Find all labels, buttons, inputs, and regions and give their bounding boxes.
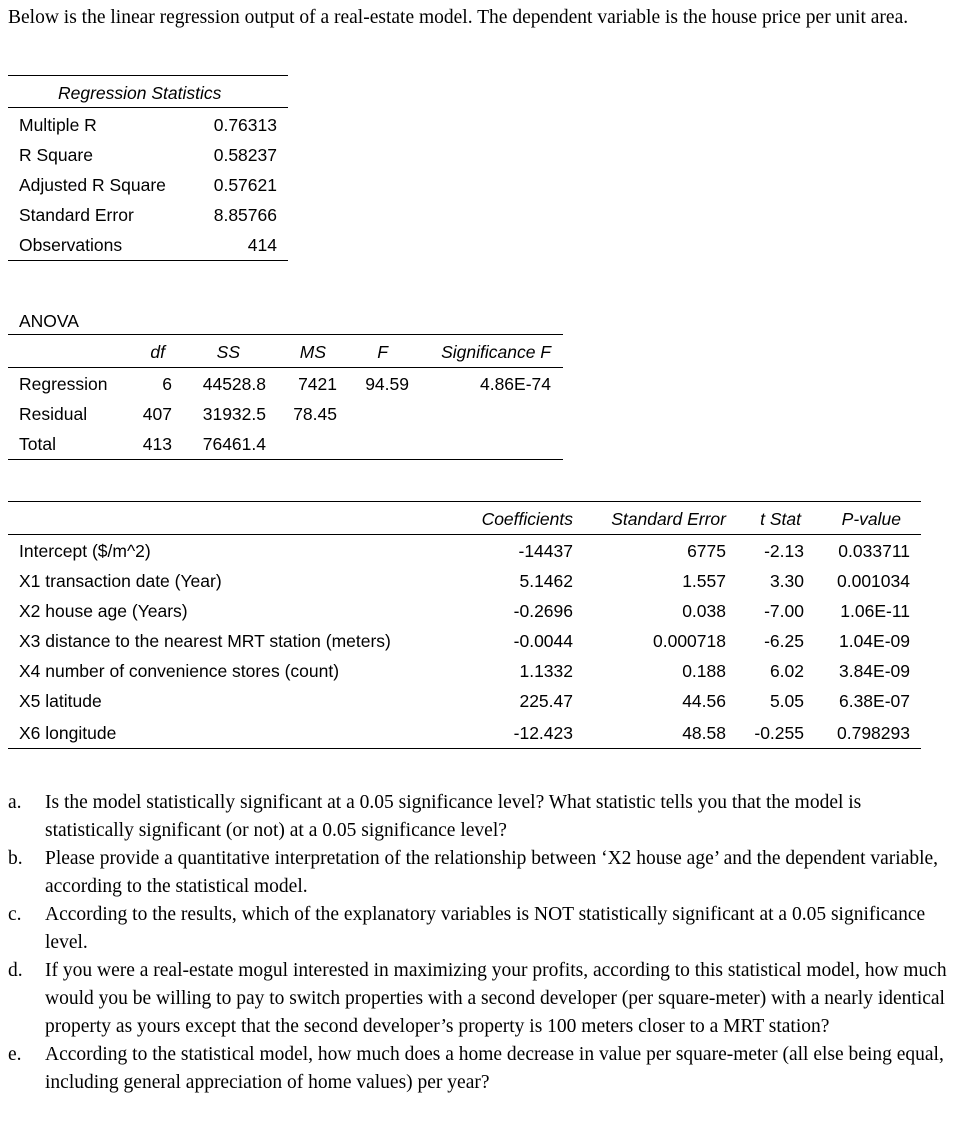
stat-value: 0.58237 [213,145,277,165]
stat-label: Observations [19,235,123,255]
regression-statistics-title: Regression Statistics [58,83,222,103]
question-marker: d. [8,960,23,981]
anova-header-ss: SS [216,342,240,362]
stat-label: R Square [19,145,93,165]
coef-header-t-stat: t Stat [760,509,801,529]
table-header-rule [8,367,563,368]
coef-p-value: 1.06E-11 [840,601,910,621]
anova-row-label: Regression [19,374,108,394]
table-header-rule [8,107,288,108]
question-item [8,901,948,957]
coef-value: 1.1332 [519,661,573,681]
coef-row-label: X3 distance to the nearest MRT station (meters) [19,631,391,651]
coef-header-p-value: P-value [841,509,901,529]
coef-t-stat: 3.30 [769,571,804,591]
anova-ms: 7421 [298,374,337,394]
anova-df: 413 [142,434,172,454]
coef-standard-error: 48.58 [682,723,726,743]
question-text: According to the results, which of the explanatory variables is NOT statistically significant at a 0.05 significance level. [45,904,926,953]
coef-value: 225.47 [519,691,573,711]
coef-p-value: 1.04E-09 [838,631,910,651]
question-item [8,1041,948,1097]
coef-p-value: 6.38E-07 [838,691,910,711]
question-text: Is the model statistically significant at a 0.05 significance level? What statistic tells you that the model is statistically significant (or not) at a 0.05 significance level? [45,792,862,841]
coef-t-stat: -2.13 [764,541,804,561]
coef-header-standard-error: Standard Error [611,509,726,529]
anova-ss: 44528.8 [202,374,266,394]
coef-row-label: Intercept ($/m^2) [19,541,151,561]
coef-p-value: 0.033711 [838,541,910,561]
question-text: Please provide a quantitative interpretation of the relationship between ‘X2 house age’ and the dependent variable, according to the statistical model. [45,848,939,897]
anova-row-label: Residual [19,404,88,424]
stat-label: Adjusted R Square [19,175,166,195]
table-top-rule [8,334,563,335]
table-header-rule [8,534,921,535]
coef-standard-error: 6775 [687,541,726,561]
table-bottom-rule [8,748,921,749]
table-top-rule [8,75,288,76]
coef-row-label: X5 latitude [19,691,102,711]
question-marker: c. [8,904,22,925]
coef-t-stat: -7.00 [764,601,804,621]
anova-df: 407 [142,404,172,424]
stat-value: 0.57621 [213,175,277,195]
question-marker: a. [8,792,22,813]
question-item [8,957,948,1041]
question-list [8,789,948,1097]
coef-standard-error: 0.000718 [653,631,726,651]
coef-value: -12.423 [513,723,573,743]
anova-significance-f: 4.86E-74 [479,374,551,394]
coef-p-value: 0.798293 [837,723,910,743]
stat-value: 8.85766 [213,205,277,225]
coef-row-label: X2 house age (Years) [19,601,188,621]
anova-header-f: F [377,342,388,362]
anova-ms: 78.45 [293,404,337,424]
anova-ss: 31932.5 [202,404,266,424]
question-marker: b. [8,848,23,869]
coef-row-label: X4 number of convenience stores (count) [19,661,340,681]
coef-t-stat: -0.255 [754,723,804,743]
anova-f: 94.59 [365,374,409,394]
coef-value: 5.1462 [519,571,573,591]
coef-t-stat: 6.02 [769,661,804,681]
anova-title: ANOVA [19,311,79,331]
coef-row-label: X1 transaction date (Year) [19,571,222,591]
coef-value: -0.2696 [513,601,573,621]
table-bottom-rule [8,260,288,261]
table-top-rule [8,501,921,502]
coef-header-coefficients: Coefficients [481,509,573,529]
anova-header-df: df [150,342,165,362]
question-item [8,845,948,901]
coef-standard-error: 44.56 [682,691,726,711]
anova-df: 6 [162,374,172,394]
table-bottom-rule [8,459,563,460]
question-text: According to the statistical model, how much does a home decrease in value per square-meter (all else being equal, including general appreciation of home values) per year? [45,1044,944,1093]
stat-value: 414 [247,235,277,255]
coef-t-stat: -6.25 [764,631,804,651]
stat-label: Standard Error [19,205,134,225]
question-item [8,789,948,845]
coef-standard-error: 0.188 [682,661,726,681]
stat-value: 0.76313 [213,115,277,135]
coef-p-value: 3.84E-09 [838,661,910,681]
coef-value: -14437 [518,541,573,561]
question-marker: e. [8,1044,22,1065]
coef-standard-error: 1.557 [682,571,726,591]
anova-header-significance-f: Significance F [441,342,551,362]
coef-p-value: 0.001034 [837,571,910,591]
question-text: If you were a real-estate mogul interested in maximizing your profits, according to this statistical model, how much would you be willing to pay to switch properties with a second developer (per square-meter) with a nearly identical property as yours except that the second developer’s property is 100 meters closer to a MRT station? [45,960,947,1037]
intro-paragraph: Below is the linear regression output of a real-estate model. The dependent variable is the house price per unit area. [8,7,909,28]
anova-row-label: Total [19,434,56,454]
coef-row-label: X6 longitude [19,723,117,743]
anova-header-ms: MS [299,342,326,362]
coef-value: -0.0044 [513,631,573,651]
coef-standard-error: 0.038 [682,601,726,621]
anova-ss: 76461.4 [202,434,266,454]
coef-t-stat: 5.05 [769,691,804,711]
stat-label: Multiple R [19,115,97,135]
